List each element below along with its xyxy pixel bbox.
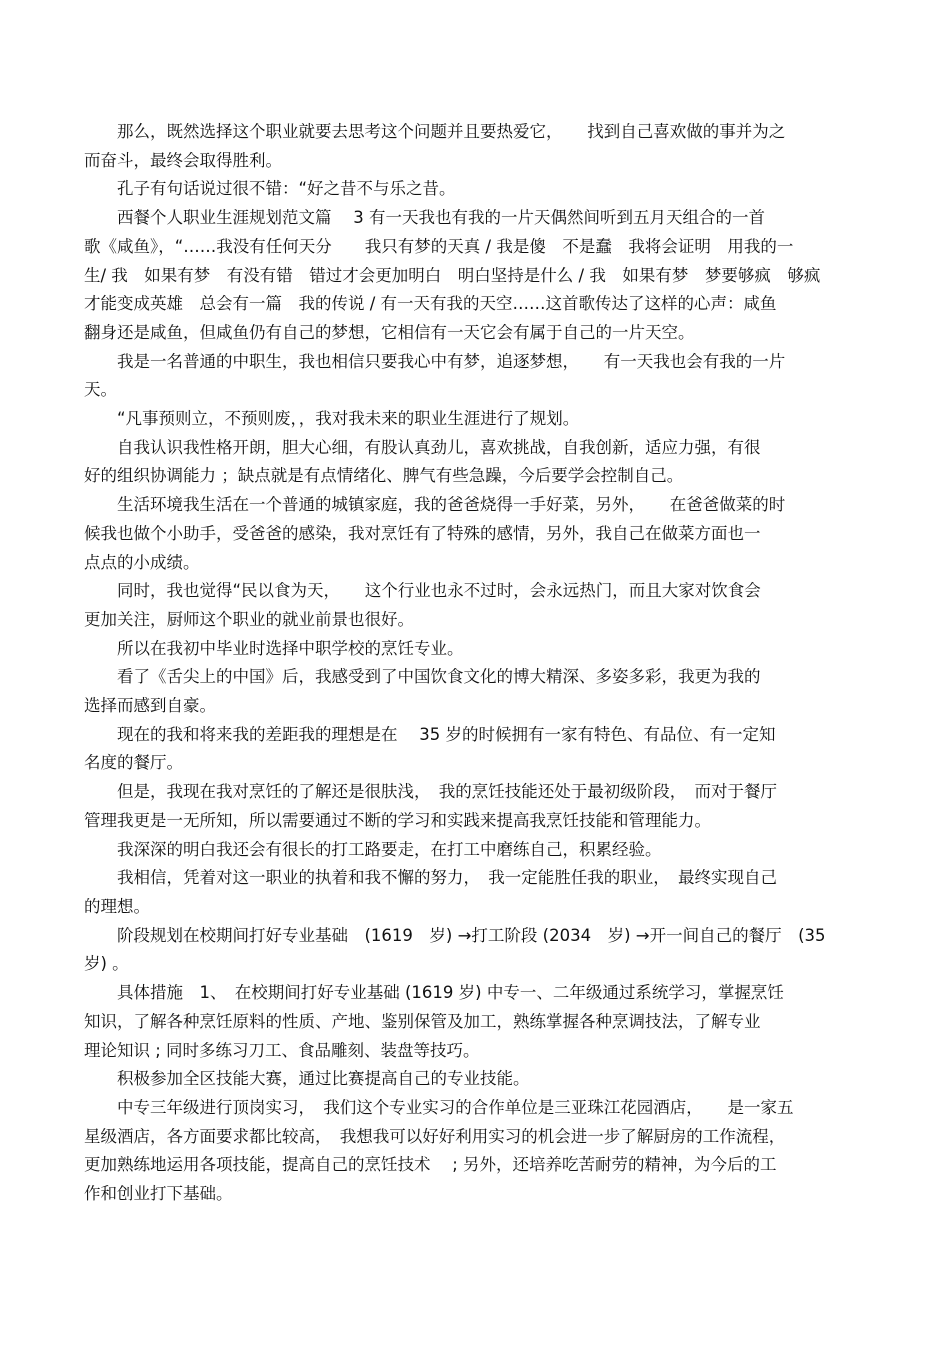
paragraph — [84, 434, 862, 491]
text-line: 阶段规划在校期间打好专业基础 (1619 岁) →打工阶段 (2034 岁) →开一间自己的餐厅 (35 — [117, 925, 826, 945]
text-line: 我深深的明白我还会有很长的打工路要走，在打工中磨练自己，积累经验。 — [117, 839, 662, 859]
text-line: “凡事预则立，不预则废，，我对我未来的职业生涯进行了规划。 — [117, 409, 580, 429]
text-line: 歌《咸鱼》，“……我没有任何天分 我只有梦的天真 / 我是傻 不是蠢 我将会证明 用我的一 — [84, 236, 794, 256]
paragraph — [84, 979, 862, 1065]
text-line: 名度的餐厅。 — [84, 753, 183, 773]
text-line: 我相信，凭着对这一职业的执着和我不懈的努力， 我一定能胜任我的职业， 最终实现自己 — [117, 868, 777, 888]
document-body — [84, 118, 862, 1209]
text-line: 所以在我初中毕业时选择中职学校的烹饪专业。 — [117, 638, 464, 658]
paragraph — [84, 1094, 862, 1209]
text-line: 的理想。 — [84, 896, 150, 916]
text-line: 岁) 。 — [84, 954, 129, 974]
text-line: 点点的小成绩。 — [84, 552, 200, 572]
text-line: 更加关注，厨师这个职业的就业前景也很好。 — [84, 609, 414, 629]
paragraph — [84, 836, 862, 865]
text-line: 天。 — [84, 380, 117, 400]
paragraph — [84, 663, 862, 720]
paragraph — [84, 778, 862, 835]
paragraph — [84, 577, 862, 634]
text-line: 同时，我也觉得“民以食为天， 这个行业也永不过时，会永远热门，而且大家对饮食会 — [117, 581, 761, 601]
paragraph — [84, 721, 862, 778]
text-line: 理论知识 ; 同时多练习刀工、食品雕刻、装盘等技巧。 — [84, 1040, 480, 1060]
text-line: 候我也做个小助手，受爸爸的感染，我对烹饪有了特殊的感情，另外，我自己在做菜方面也一 — [84, 523, 761, 543]
paragraph — [84, 348, 862, 405]
text-line: 积极参加全区技能大赛，通过比赛提高自己的专业技能。 — [117, 1069, 530, 1089]
paragraph — [84, 175, 862, 204]
text-line: 孔子有句话说过很不错：“好之昔不与乐之昔。 — [117, 179, 456, 199]
text-line: 知识，了解各种烹饪原料的性质、产地、鉴别保管及加工，熟练掌握各种烹调技法，了解专业 — [84, 1011, 761, 1031]
text-line: 才能变成英雄 总会有一篇 我的传说 / 有一天有我的天空……这首歌传达了这样的心声：咸鱼 — [84, 294, 777, 314]
text-line: 我是一名普通的中职生，我也相信只要我心中有梦，追逐梦想， 有一天我也会有我的一片 — [117, 351, 786, 371]
text-line: 西餐个人职业生涯规划范文篇 3 有一天我也有我的一片天偶然间听到五月天组合的一首 — [117, 208, 765, 228]
text-line: 但是，我现在我对烹饪的了解还是很肤浅， 我的烹饪技能还处于最初级阶段， 而对于餐厅 — [117, 782, 777, 802]
paragraph — [84, 204, 862, 348]
text-line: 那么，既然选择这个职业就要去思考这个问题并且要热爱它， 找到自己喜欢做的事并为之 — [117, 122, 786, 141]
text-line: 自我认识我性格开朗，胆大心细，有股认真劲儿，喜欢挑战，自我创新，适应力强，有很 — [117, 437, 761, 457]
text-line: 管理我更是一无所知，所以需要通过不断的学习和实践来提高我烹饪技能和管理能力。 — [84, 810, 711, 830]
text-line: 星级酒店，各方面要求都比较高， 我想我可以好好利用实习的机会进一步了解厨房的工作流程， — [84, 1126, 786, 1146]
text-line: 翻身还是咸鱼，但咸鱼仍有自己的梦想，它相信有一天它会有属于自己的一片天空。 — [84, 322, 695, 342]
paragraph — [84, 864, 862, 921]
text-line: 选择而感到自豪。 — [84, 696, 216, 716]
text-line: 好的组织协调能力 ；缺点就是有点情绪化、脾气有些急躁，今后要学会控制自己。 — [84, 466, 684, 486]
text-line: 更加熟练地运用各项技能，提高自己的烹饪技术 ; 另外，还培养吃苦耐劳的精神，为今后的工 — [84, 1155, 777, 1175]
text-line: 生活环境我生活在一个普通的城镇家庭，我的爸爸烧得一手好菜，另外， 在爸爸做菜的时 — [117, 495, 786, 515]
paragraph — [84, 405, 862, 434]
text-line: 看了《舌尖上的中国》后，我感受到了中国饮食文化的博大精深、多姿多彩，我更为我的 — [117, 667, 761, 687]
text-line: 中专三年级进行顶岗实习， 我们这个专业实习的合作单位是三亚珠江花园酒店， 是一家五 — [117, 1097, 794, 1117]
text-line: 而奋斗，最终会取得胜利。 — [84, 150, 282, 170]
paragraph — [84, 635, 862, 664]
paragraph — [84, 491, 862, 577]
text-line: 具体措施 1、 在校期间打好专业基础 (1619 岁) 中专一、二年级通过系统学习，掌握烹饪 — [117, 983, 784, 1003]
paragraph — [84, 922, 862, 979]
paragraph — [84, 118, 862, 175]
paragraph — [84, 1065, 862, 1094]
text-line: 现在的我和将来我的差距我的理想是在 35 岁的时候拥有一家有特色、有品位、有一定知 — [117, 724, 776, 744]
text-line: 生/ 我 如果有梦 有没有错 错过才会更加明白 明白坚持是什么 / 我 如果有梦 梦要够疯 够疯 — [84, 265, 821, 285]
text-line: 作和创业打下基础。 — [84, 1184, 233, 1204]
